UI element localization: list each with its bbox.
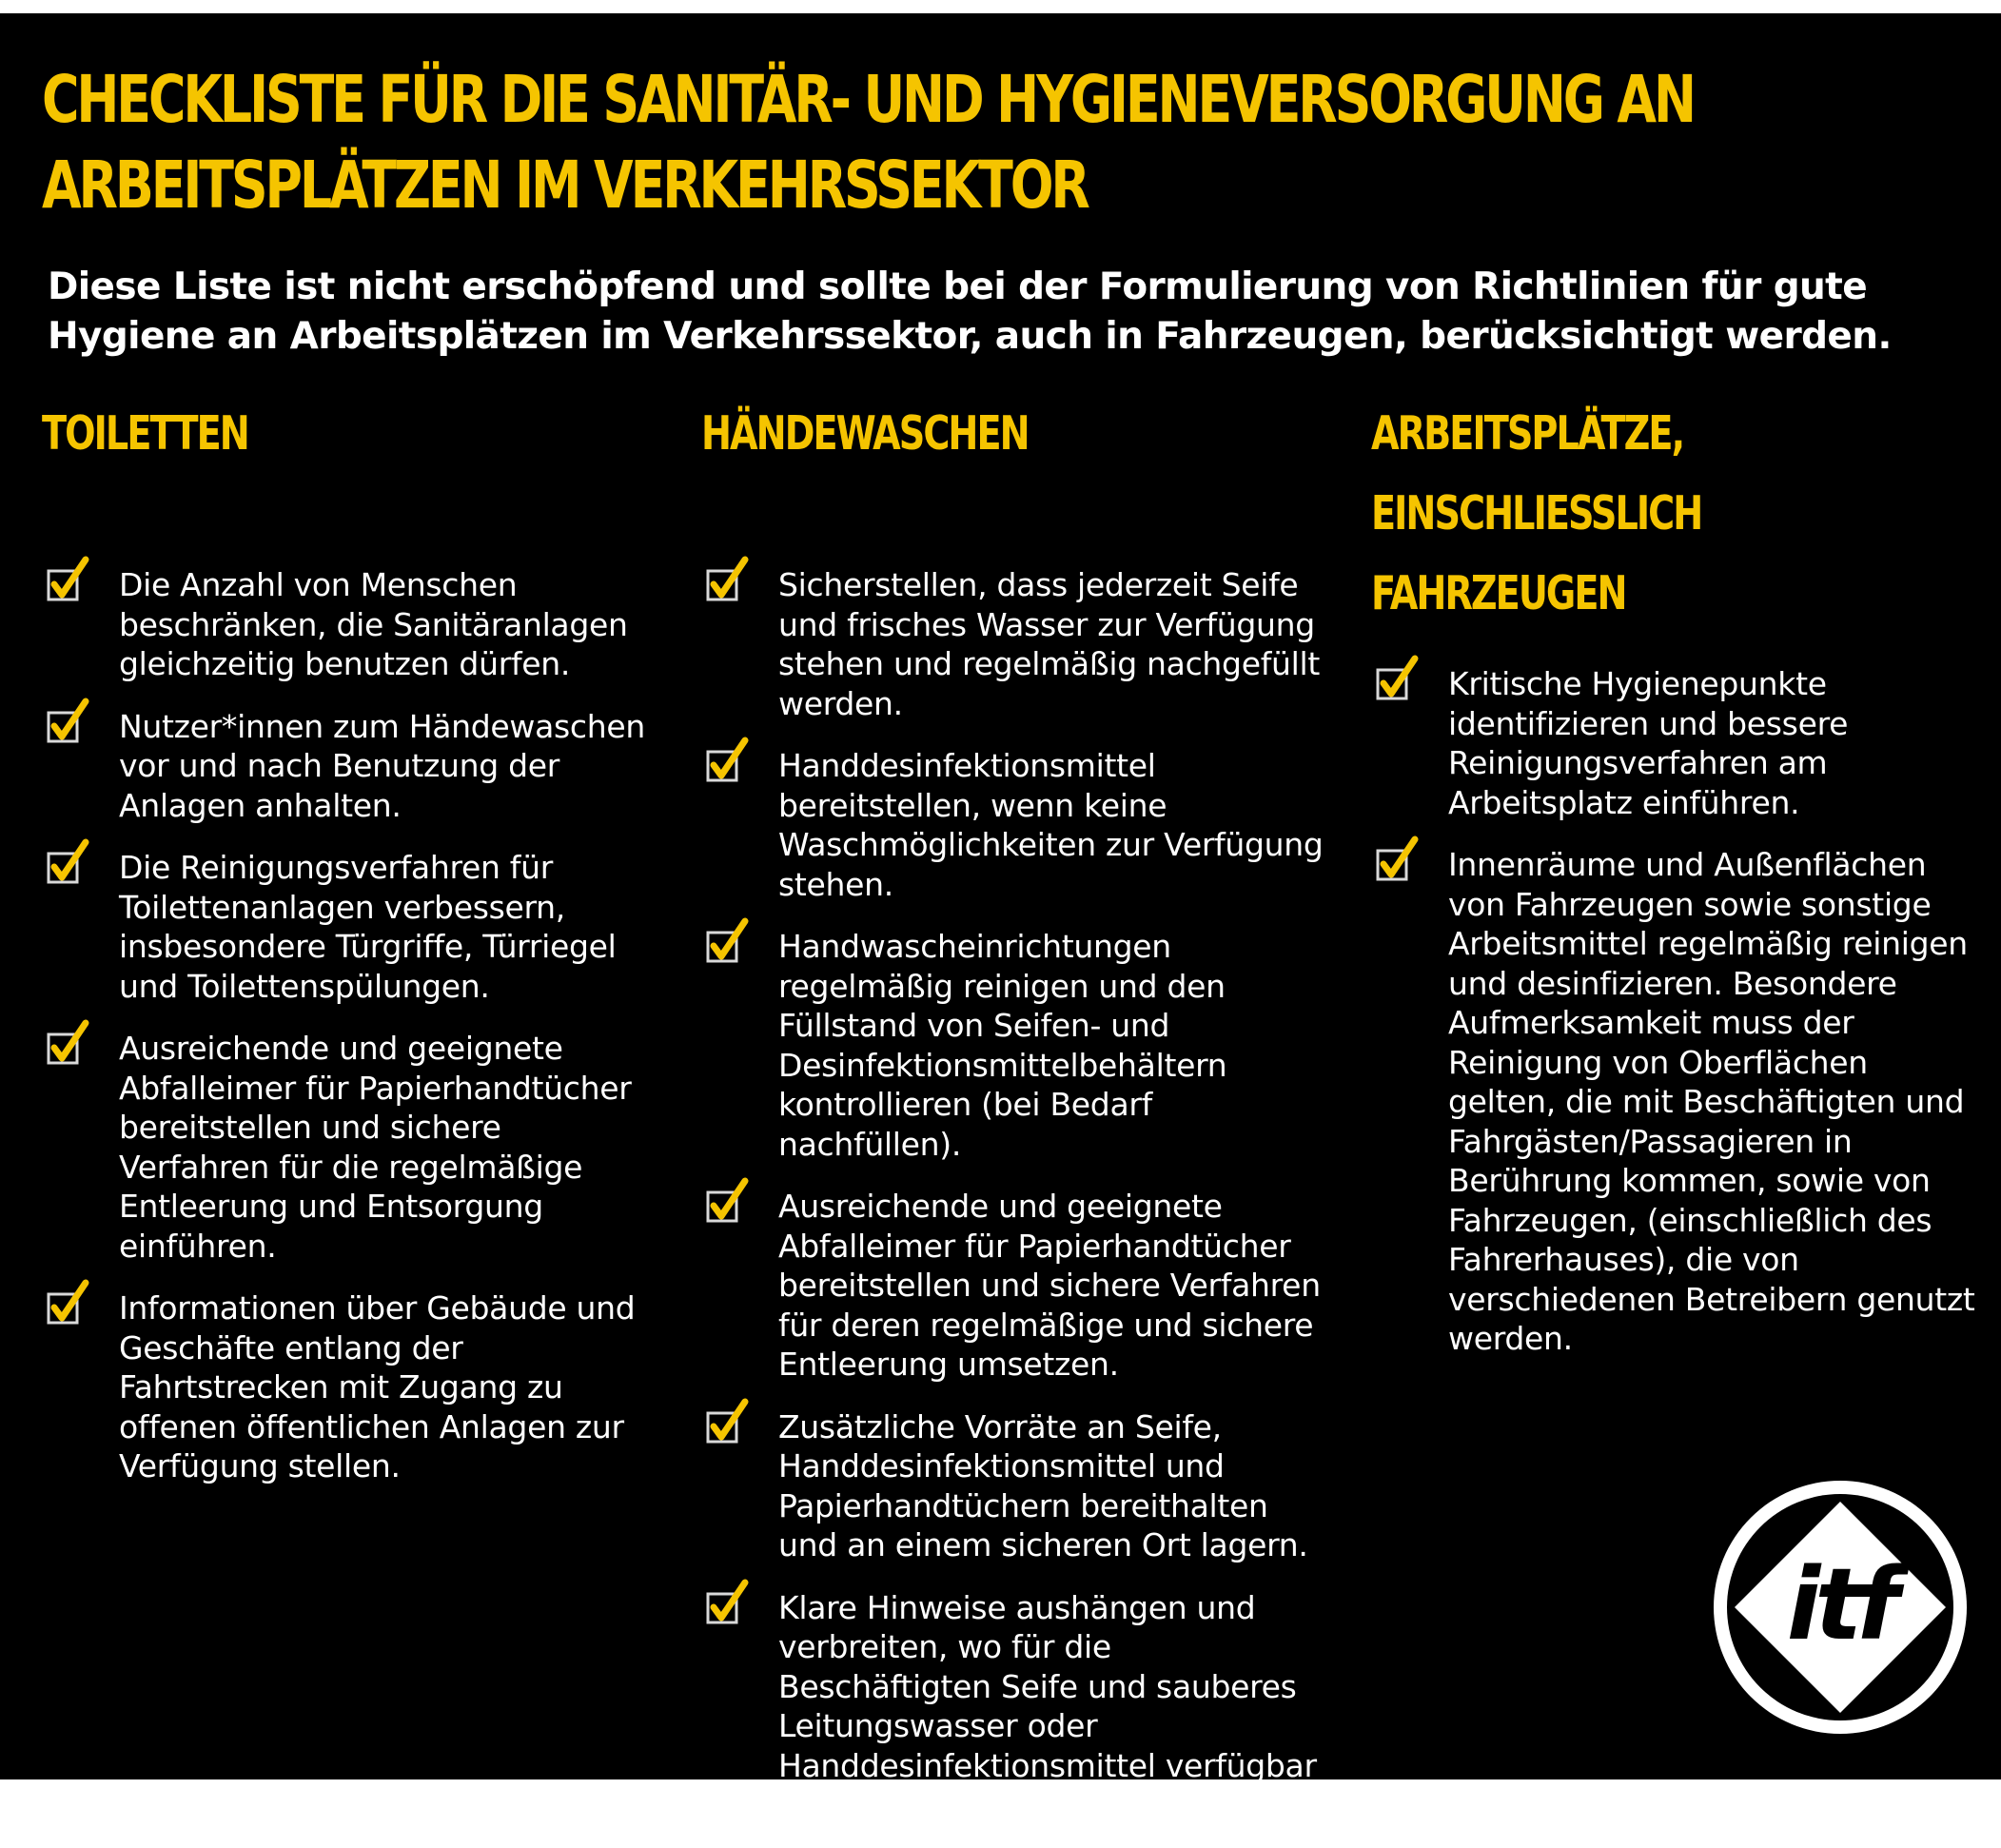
- list-item: [701, 565, 1329, 723]
- logo-text: itf: [1786, 1546, 1894, 1662]
- list-item-text: Nutzer*innen zum Händewaschen vor und nach Benutzung der Anlagen anhalten.: [119, 707, 645, 824]
- list-item-text: Die Anzahl von Menschen beschränken, die Sanitäranlagen gleichzeitig benutzen dürfen.: [119, 566, 628, 682]
- intro-text: Diese Liste ist nicht erschöpfend und sollte bei der Formulierung von Richtlinien für gute Hygiene an Arbeitsplätzen im Verkehrssektor, auch in Fahrzeugen, berücksichtigt werden.: [48, 265, 1892, 358]
- checkbox-checked-icon: [46, 696, 91, 747]
- checkbox-checked-icon: [705, 1175, 751, 1227]
- list-item-text: Ausreichende und geeignete Abfalleimer für Papierhandtücher bereitstellen und sichere Verfahren für deren regelmäßige und sichere Entleerung umsetzen.: [778, 1188, 1321, 1383]
- checklist: [42, 565, 651, 1486]
- list-item: [1371, 845, 1980, 1359]
- list-item-text: Informationen über Gebäude und Geschäfte entlang der Fahrtstrecken mit Zugang zu offenen öffentlichen Anlagen zur Verfügung stellen.: [119, 1289, 636, 1484]
- column-heading: TOILETTEN: [42, 406, 248, 461]
- list-item-text: Handwascheinrichtungen regelmäßig reinigen und den Füllstand von Seifen- und Desinfektionsmittelbehältern kontrollieren (bei Bedarf nachfüllen).: [778, 928, 1227, 1163]
- list-item: [42, 848, 651, 1006]
- itf-logo: [1708, 1475, 1972, 1740]
- list-item-text: Handdesinfektionsmittel bereitstellen, wenn keine Waschmöglichkeiten zur Verfügung stehen.: [778, 747, 1324, 903]
- list-item: [1371, 664, 1980, 822]
- list-item: [42, 707, 651, 826]
- list-item-text: Sicherstellen, dass jederzeit Seife und frisches Wasser zur Verfügung stehen und regelmäßig nachgefüllt werden.: [778, 566, 1321, 722]
- list-item-text: Die Reinigungsverfahren für Toilettenanlagen verbessern, insbesondere Türgriffe, Türriegel und Toilettenspülungen.: [119, 849, 617, 1005]
- list-item-text: Zusätzliche Vorräte an Seife, Handdesinfektionsmittel und Papierhandtüchern bereithalten und an einem sicheren Ort lagern.: [778, 1407, 1308, 1563]
- list-item: [701, 1588, 1329, 1825]
- page-title: CHECKLISTE FÜR DIE SANITÄR- UND HYGIENEVERSORGUNG AN ARBEITSPLÄTZEN IM VERKEHRSSEKTOR: [42, 62, 1694, 224]
- checkbox-checked-icon: [1375, 834, 1421, 885]
- checklist: [701, 565, 1329, 1825]
- column-haendewaschen: [701, 394, 1329, 1848]
- column-heading: ARBEITSPLÄTZE, EINSCHLIESSLICH FAHRZEUGEN: [1371, 406, 1702, 620]
- list-item: [42, 1288, 651, 1486]
- list-item-text: Ausreichende und geeignete Abfalleimer für Papierhandtücher bereitstellen und sichere Verfahren für die regelmäßige Entleerung und Entsorgung einführen.: [119, 1030, 632, 1265]
- column-arbeitsplaetze: [1371, 394, 1980, 1382]
- checkbox-checked-icon: [46, 1017, 91, 1069]
- checkbox-checked-icon: [705, 735, 751, 786]
- checkbox-checked-icon: [705, 1577, 751, 1628]
- checkbox-checked-icon: [705, 554, 751, 605]
- list-item: [42, 565, 651, 684]
- list-item: [42, 1029, 651, 1266]
- checkbox-checked-icon: [705, 915, 751, 967]
- checkbox-checked-icon: [46, 1277, 91, 1328]
- list-item-text: Kritische Hygienepunkte identifizieren und bessere Reinigungsverfahren am Arbeitsplatz einführen.: [1448, 665, 1849, 821]
- checkbox-checked-icon: [1375, 653, 1421, 704]
- checkbox-checked-icon: [705, 1396, 751, 1447]
- checklist: [1371, 664, 1980, 1359]
- column-toiletten: [42, 394, 651, 1509]
- list-item: [701, 1187, 1329, 1385]
- list-item: [701, 927, 1329, 1164]
- column-heading: HÄNDEWASCHEN: [701, 406, 1029, 461]
- list-item-text: Innenräume und Außenflächen von Fahrzeugen sowie sonstige Arbeitsmittel regelmäßig reinigen und desinfizieren. Besondere Aufmerksamkeit muss der Reinigung von Oberflächen gelten, die mit Beschäftigten und Fahrgästen/Passagieren in Berührung kommen, sowie von Fahrzeugen, (einschließlich des Fahrerhauses), die von verschiedenen Betreibern genutzt werden.: [1448, 846, 1975, 1357]
- checkbox-checked-icon: [46, 554, 91, 605]
- list-item: [701, 1407, 1329, 1565]
- checklist-panel: [0, 13, 2001, 1823]
- checkbox-checked-icon: [46, 836, 91, 888]
- list-item-text: Klare Hinweise aushängen und verbreiten, wo für die Beschäftigten Seife und sauberes Leitungswasser oder Handdesinfektionsmittel verfügbar sind.: [778, 1588, 1317, 1823]
- list-item: [701, 746, 1329, 904]
